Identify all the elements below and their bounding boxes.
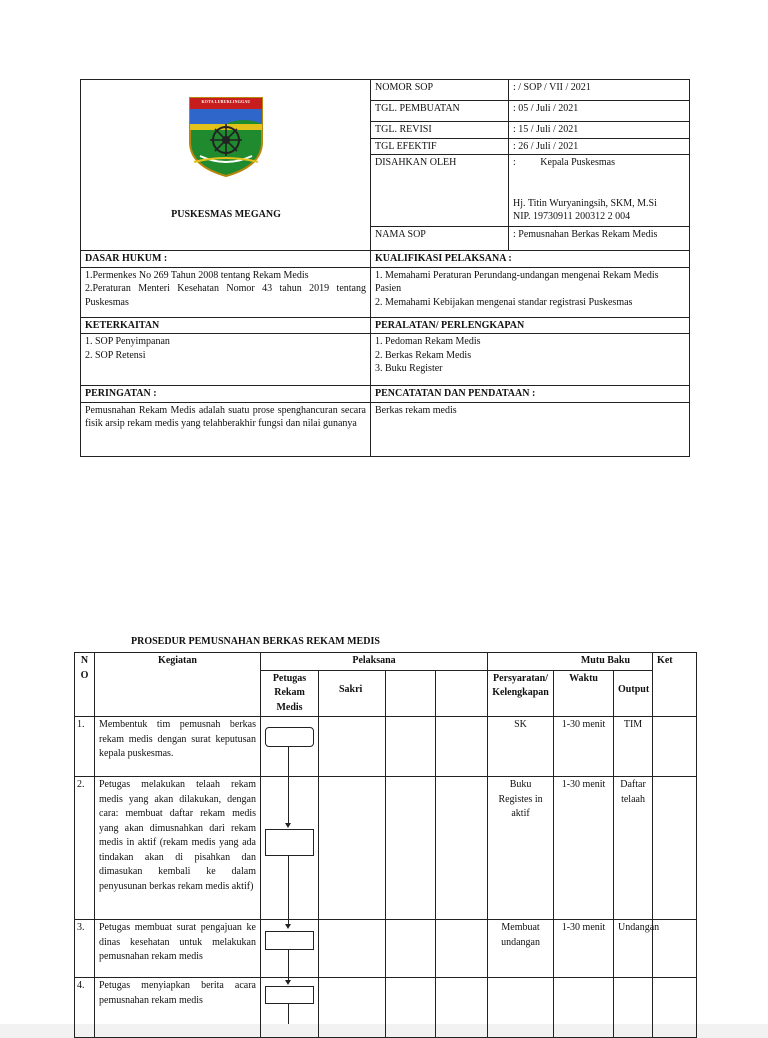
approval-colon: : [513, 157, 516, 168]
col-header-kegiatan: Kegiatan [95, 653, 261, 717]
value-tgl-pembuatan: : 05 / Juli / 2021 [509, 101, 690, 122]
row-sakri-cell [319, 717, 386, 777]
list-item: 1. Pedoman Rekam Medis [375, 336, 481, 347]
col-header-output: Output [614, 670, 653, 717]
flowchart-start-terminator [265, 727, 314, 747]
value-tgl-efektif: : 26 / Juli / 2021 [509, 138, 690, 155]
dasar-hukum-list [81, 267, 371, 317]
peralatan-list [371, 334, 690, 386]
row-kegiatan: Petugas menyiapkan berita acara pemusnahan rekam medis [95, 978, 261, 1038]
row-no: 4. [75, 978, 95, 1038]
row-waktu: 1-30 menit [554, 717, 614, 777]
row-no: 3. [75, 920, 95, 978]
row-persyaratan: Membuat undangan [488, 920, 554, 978]
col-header-pelaksana: Pelaksana [261, 653, 488, 671]
col-header-no: N O [75, 653, 95, 717]
flowchart-process-box [265, 931, 314, 950]
row-output: Undangan [614, 920, 653, 978]
table-row [75, 777, 697, 920]
row-ket [653, 717, 697, 777]
sop-header-table [80, 79, 690, 457]
col-header-blank-1 [386, 670, 436, 717]
label-tgl-revisi: TGL. REVISI [371, 122, 509, 139]
label-disahkan-oleh: DISAHKAN OLEH [371, 155, 509, 227]
row-persyaratan [488, 978, 554, 1038]
col-header-waktu: Waktu [554, 670, 614, 717]
flowchart-connector [288, 1003, 289, 1024]
list-item: 1.Permenkes No 269 Tahun 2008 tentang Rekam Medis [85, 269, 309, 281]
row-no: 2. [75, 777, 95, 920]
list-item: 2. Memahami Kebijakan mengenai standar registrasi Puskesmas [375, 296, 633, 308]
section-title-peralatan: PERALATAN/ PERLENGKAPAN [371, 317, 690, 334]
procedure-title: PROSEDUR PEMUSNAHAN BERKAS REKAM MEDIS [131, 636, 380, 647]
row-waktu [554, 978, 614, 1038]
value-nomor-sop: : / SOP / VII / 2021 [509, 80, 690, 101]
row-persyaratan: Buku Registes in aktif [488, 777, 554, 920]
row-kegiatan: Membentuk tim pemusnah berkas rekam medis dengan surat keputusan kepala puskesmas. [95, 717, 261, 777]
col-header-ket: Ket [653, 653, 697, 717]
row-kegiatan: Petugas membuat surat pengajuan ke dinas kesehatan untuk melakukan pemusnahan rekam medis [95, 920, 261, 978]
approver-name: Hj. Titin Wuryaningsih, SKM, M.Si [513, 197, 657, 209]
row-blank-cell [436, 920, 488, 978]
keterkaitan-list [81, 334, 371, 386]
flowchart-connector [288, 949, 289, 981]
list-item: 2.Peraturan Menteri Kesehatan Nomor 43 tahun 2019 tentang Puskesmas [85, 283, 366, 308]
section-title-dasar-hukum: DASAR HUKUM : [81, 251, 371, 268]
flowchart-connector [288, 746, 289, 824]
row-ket [653, 978, 697, 1038]
table-row [75, 920, 697, 978]
row-sakri-cell [319, 978, 386, 1038]
row-kegiatan: Petugas melakukan telaah rekam medis yang akan dilakukan, dengan cara: membuat daftar rekam medis yang akan dimusnahkan dari rekam medis in aktif (rekam medis yang ada tindakan akan di pisahkan dan dimasukan kembali ke dalam penyusunan berkas rekam medis aktif) [95, 777, 261, 920]
section-title-pencatatan: PENCATATAN DAN PENDATAAN : [371, 386, 690, 403]
col-header-blank-2 [436, 670, 488, 717]
col-header-sakri: Sakri [319, 670, 386, 717]
list-item: 2. Berkas Rekam Medis [375, 349, 472, 361]
org-name: PUSKESMAS MEGANG [171, 209, 281, 220]
row-ket [653, 777, 697, 920]
label-tgl-pembuatan: TGL. PEMBUATAN [371, 101, 509, 122]
row-blank-cell [386, 920, 436, 978]
value-nama-sop: : Pemusnahan Berkas Rekam Medis [509, 227, 690, 251]
approver-title: Kepala Puskesmas [540, 157, 615, 168]
row-blank-cell [386, 978, 436, 1038]
flowchart-arrow-icon [285, 924, 291, 929]
row-blank-cell [386, 777, 436, 920]
logo-cell [81, 80, 371, 251]
list-item: 2. SOP Retensi [85, 349, 146, 361]
pencatatan-text: Berkas rekam medis [371, 402, 690, 456]
city-emblem-icon [186, 94, 266, 178]
row-ket [653, 920, 697, 978]
approver-nip: NIP. 19730911 200312 2 004 [513, 211, 631, 222]
kualifikasi-list [371, 267, 690, 317]
peringatan-text: Pemusnahan Rekam Medis adalah suatu prose spenghancuran secara fisik arsip rekam medis yang telahberakhir fungsi dan nilai gunanya [81, 402, 371, 456]
row-output: TIM [614, 717, 653, 777]
label-nomor-sop: NOMOR SOP [371, 80, 509, 101]
section-title-kualifikasi: KUALIFIKASI PELAKSANA : [371, 251, 690, 268]
table-row [75, 978, 697, 1038]
flowchart-arrow-icon [285, 980, 291, 985]
col-header-persyaratan: Persyaratan/ Kelengkapan [488, 670, 554, 717]
list-item: 1. SOP Penyimpanan [85, 336, 170, 347]
section-title-keterkaitan: KETERKAITAN [81, 317, 371, 334]
row-sakri-cell [319, 920, 386, 978]
row-output [614, 978, 653, 1038]
row-persyaratan: SK [488, 717, 554, 777]
row-blank-cell [386, 717, 436, 777]
list-item: 3. Buku Register [375, 363, 443, 374]
label-tgl-efektif: TGL EFEKTIF [371, 138, 509, 155]
label-nama-sop: NAMA SOP [371, 227, 509, 251]
value-tgl-revisi: : 15 / Juli / 2021 [509, 122, 690, 139]
row-waktu: 1-30 menit [554, 920, 614, 978]
row-blank-cell [436, 978, 488, 1038]
list-item: 1. Memahami Peraturan Perundang-undangan mengenai Rekam Medis Pasien [375, 269, 659, 294]
row-sakri-cell [319, 777, 386, 920]
row-blank-cell [436, 717, 488, 777]
flowchart-arrow-icon [285, 823, 291, 828]
col-header-petugas: Petugas Rekam Medis [261, 670, 319, 717]
row-blank-cell [436, 777, 488, 920]
procedure-table [74, 652, 697, 1038]
row-waktu: 1-30 menit [554, 777, 614, 920]
table-row [75, 717, 697, 777]
col-header-mutu-baku: Mutu Baku [488, 653, 653, 671]
row-no: 1. [75, 717, 95, 777]
flowchart-connector [288, 855, 289, 925]
flowchart-process-box [265, 986, 314, 1004]
approval-block [509, 155, 690, 227]
section-title-peringatan: PERINGATAN : [81, 386, 371, 403]
logo-banner-text: KOTA LUBUKLINGGAU [201, 99, 251, 104]
row-output: Daftar telaah [614, 777, 653, 920]
flowchart-process-box [265, 829, 314, 856]
